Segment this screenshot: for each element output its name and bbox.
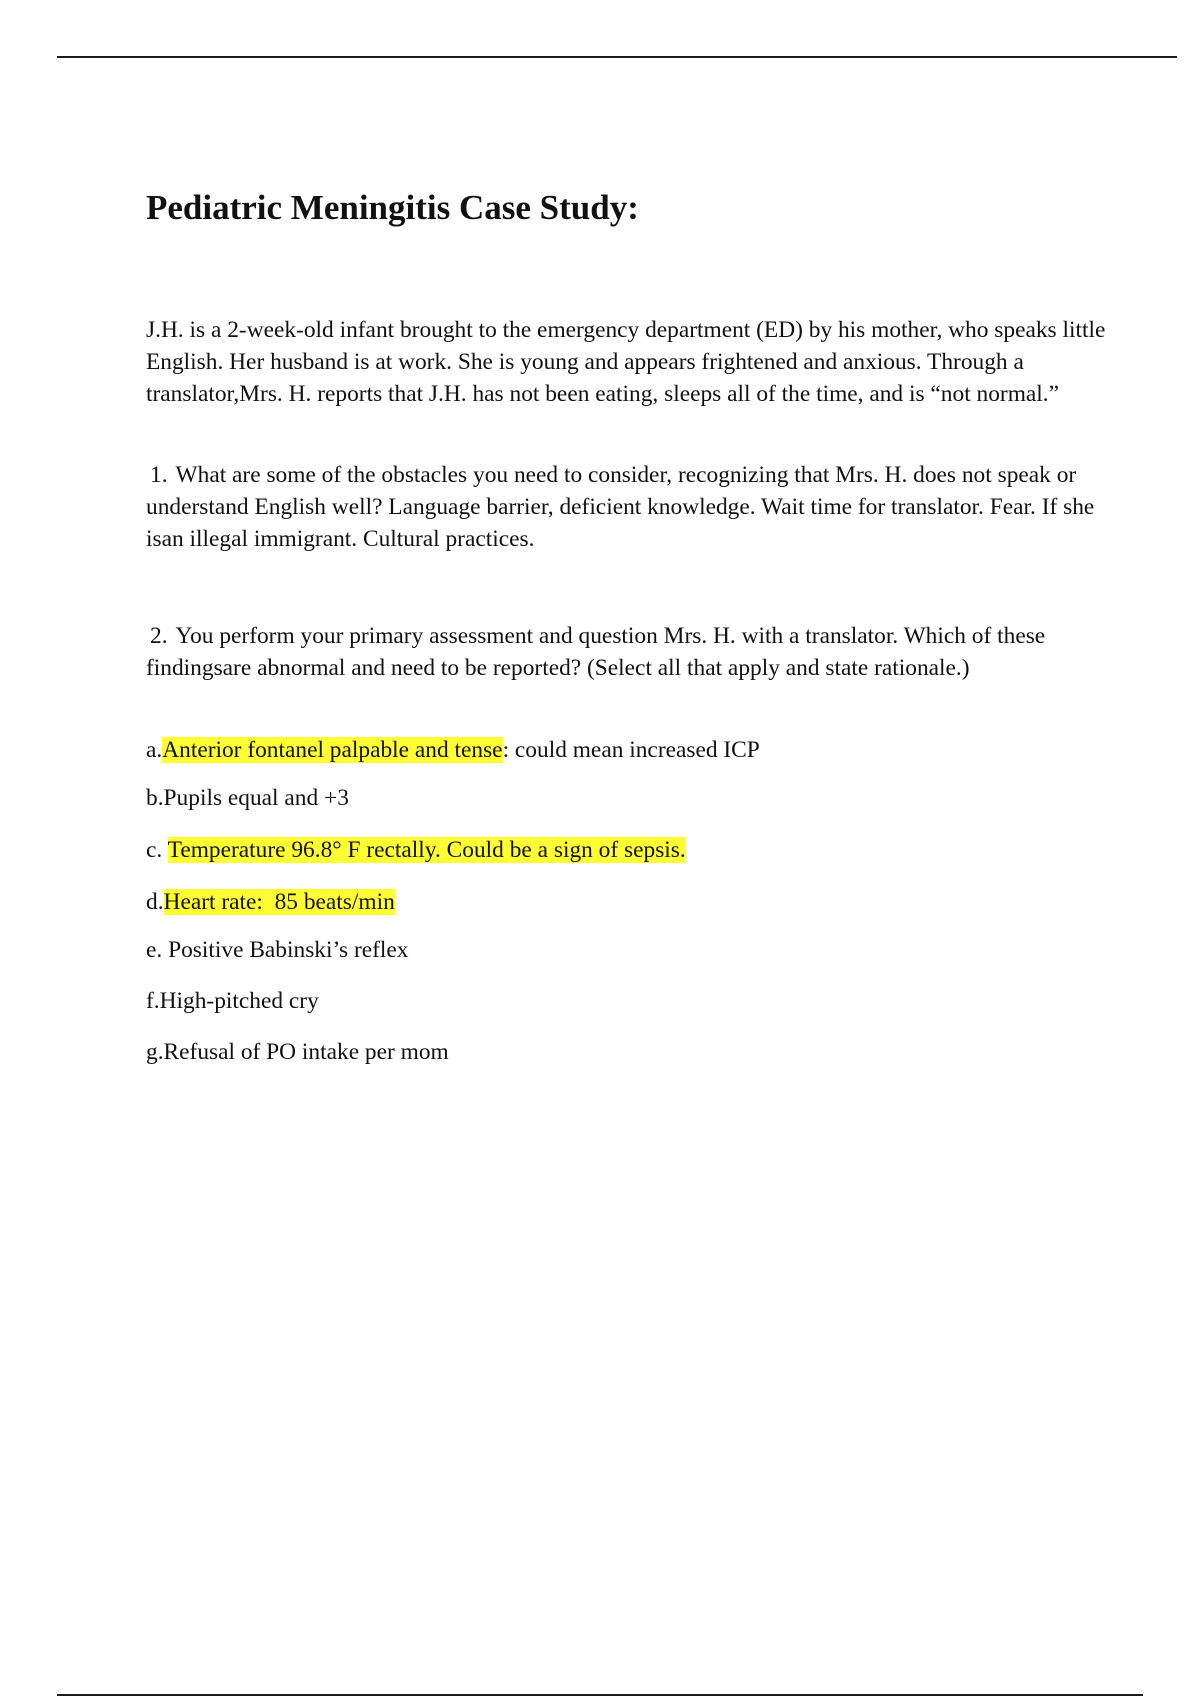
option-b [146,782,349,814]
option-e-text: Positive Babinski’s reflex [168,937,409,963]
option-c-letter: c. [146,837,163,863]
option-e-letter: e. [146,937,163,963]
option-b-letter: b. [146,785,164,811]
option-d-highlighted-text: Heart rate: 85 beats/min [163,889,395,915]
option-a [146,734,760,766]
option-g [146,1036,449,1068]
option-a-highlighted-text: Anterior fontanel palpable and tense [162,737,503,763]
option-b-text: Pupils equal and +3 [163,785,349,811]
intro-paragraph: J.H. is a 2-week-old infant brought to the emergency department (ED) by his mother, who speaks little English. Her husband is at work. She is young and appears frightened and anxious. Through a translator,Mrs. H. reports that J.H. has not been eating, sleeps all of the time, and is “not normal.” [146,317,1106,407]
top-rule [57,56,1177,58]
question-1-number: 1. [150,462,168,488]
option-g-text: Refusal of PO intake per mom [163,1039,449,1065]
option-c-highlighted-text: Temperature 96.8° F rectally. Could be a sign of sepsis. [167,837,686,863]
option-f [146,985,319,1017]
question-2-number: 2. [150,623,168,649]
document-title: Pediatric Meningitis Case Study: [146,188,639,227]
question-1 [146,459,1106,555]
option-g-letter: g. [146,1039,164,1065]
question-1-text: What are some of the obstacles you need to consider, recognizing that Mrs. H. does not speak or understand English well? Language barrier, deficient knowledge. Wait time for translator. Fear. If she isan illegal immigrant. Cultural practices. [146,462,1095,552]
option-c [146,834,686,866]
option-a-letter: a. [146,737,163,763]
option-f-letter: f. [146,988,160,1014]
question-2 [146,620,1106,684]
option-f-text: High-pitched cry [159,988,319,1014]
question-2-text: You perform your primary assessment and question Mrs. H. with a translator. Which of these findingsare abnormal and need to be reported? (Select all that apply and state rationale.) [146,623,1046,681]
option-d [146,886,395,918]
option-d-letter: d. [146,889,164,915]
option-a-rationale: : could mean increased ICP [502,737,760,763]
bottom-rule [57,1694,1143,1696]
option-e [146,934,408,966]
